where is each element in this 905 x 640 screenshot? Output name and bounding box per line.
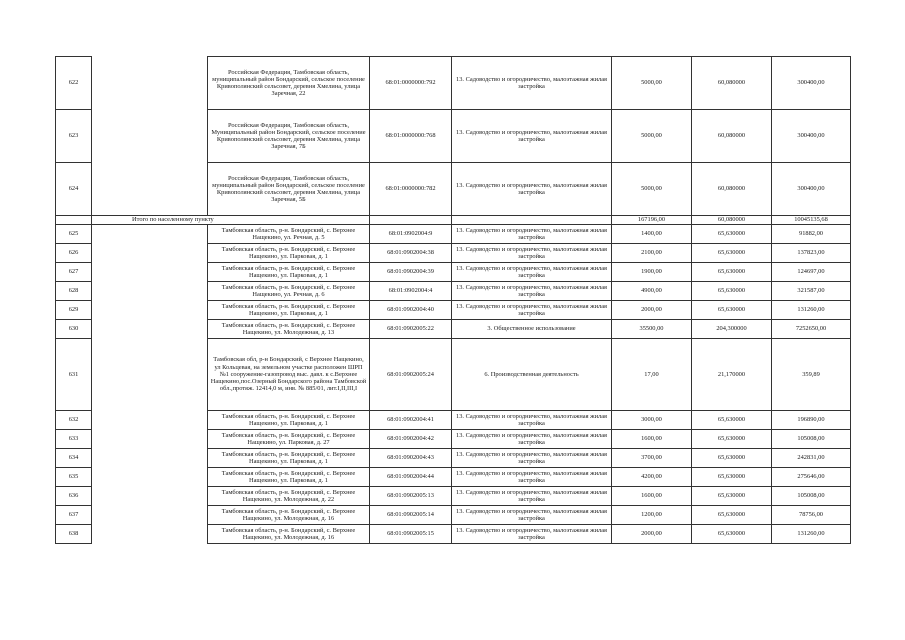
row-blank [92, 57, 208, 110]
row-rate: 65,630000 [692, 506, 772, 525]
row-address: Тамбовская область, р-н. Бондарский, с. Верхнее Нащекино, ул. Парковая, д. 1 [208, 449, 370, 468]
row-blank [92, 244, 208, 263]
row-cost: 137823,00 [772, 244, 851, 263]
row-cost: 124697,00 [772, 263, 851, 282]
row-blank [92, 320, 208, 339]
table-row [56, 449, 851, 468]
row-land-use: 13. Садоводство и огородничество, малоэтажная жилая застройка [452, 57, 612, 110]
row-address: Тамбовская область, р-н. Бондарский, с. Верхнее Нащекино, ул. Речная, д. 6 [208, 282, 370, 301]
row-address: Тамбовская область, р-н. Бондарский, с. Верхнее Нащекино, ул. Парковая, д. 27 [208, 430, 370, 449]
row-address: Тамбовская область, р-н. Бондарский, с. Верхнее Нащекино, ул. Молодежная, д. 16 [208, 525, 370, 544]
row-land-use: 13. Садоводство и огородничество, малоэтажная жилая застройка [452, 487, 612, 506]
row-number: 628 [56, 282, 92, 301]
row-cadastral-number: 68:01:0000000:782 [370, 163, 452, 216]
row-rate: 60,080000 [692, 163, 772, 216]
table-row [56, 320, 851, 339]
table-row [56, 430, 851, 449]
row-land-use: 13. Садоводство и огородничество, малоэтажная жилая застройка [452, 163, 612, 216]
row-area: 5000,00 [612, 110, 692, 163]
table-row [56, 282, 851, 301]
row-cadastral-number: 68:01:0902005:22 [370, 320, 452, 339]
row-rate: 204,300000 [692, 320, 772, 339]
row-area: 3700,00 [612, 449, 692, 468]
row-area: 1400,00 [612, 225, 692, 244]
row-address: Тамбовская область, р-н. Бондарский, с. Верхнее Нащекино, ул. Парковая, д. 1 [208, 411, 370, 430]
row-blank [92, 339, 208, 411]
row-address: Тамбовская область, р-н. Бондарский, с. Верхнее Нащекино, ул. Молодежная, д. 16 [208, 506, 370, 525]
row-area: 2000,00 [612, 525, 692, 544]
row-cost: 78756,00 [772, 506, 851, 525]
total-cad [370, 216, 452, 225]
table-row [56, 487, 851, 506]
row-cadastral-number: 68:01:0902004:44 [370, 468, 452, 487]
row-blank [92, 411, 208, 430]
row-cadastral-number: 68:01:0902005:13 [370, 487, 452, 506]
table-row [56, 110, 851, 163]
row-blank [92, 468, 208, 487]
table-row [56, 57, 851, 110]
row-cost: 359,89 [772, 339, 851, 411]
row-address: Российская Федерация, Тамбовская область, муниципальный район Бондарский, сельское поселение Кривополянский сельсовет, деревня Хмелина, улица Заречная, 22 [208, 57, 370, 110]
total-rate: 60,080000 [692, 216, 772, 225]
table-row [56, 263, 851, 282]
row-cadastral-number: 68:01:0902004:39 [370, 263, 452, 282]
row-rate: 65,630000 [692, 525, 772, 544]
land-registry-table [55, 56, 851, 544]
total-num [56, 216, 92, 225]
row-cadastral-number: 68:01:0000000:792 [370, 57, 452, 110]
row-rate: 65,630000 [692, 225, 772, 244]
row-area: 35500,00 [612, 320, 692, 339]
row-number: 634 [56, 449, 92, 468]
row-area: 4900,00 [612, 282, 692, 301]
row-area: 3000,00 [612, 411, 692, 430]
row-rate: 21,170000 [692, 339, 772, 411]
row-cost: 105008,00 [772, 430, 851, 449]
row-address: Тамбовская область, р-н. Бондарский, с. Верхнее Нащекино, ул. Молодежная, д. 13 [208, 320, 370, 339]
row-address: Тамбовская область, р-н. Бондарский, с. Верхнее Нащекино, ул. Речная, д. 5 [208, 225, 370, 244]
row-address: Тамбовская область, р-н. Бондарский, с. Верхнее Нащекино, ул. Парковая, д. 1 [208, 244, 370, 263]
row-area: 1200,00 [612, 506, 692, 525]
row-cost: 91882,00 [772, 225, 851, 244]
row-number: 622 [56, 57, 92, 110]
row-cadastral-number: 68:01:0902004:38 [370, 244, 452, 263]
row-area: 1900,00 [612, 263, 692, 282]
table-body-lower [56, 225, 851, 544]
row-blank [92, 449, 208, 468]
row-land-use: 13. Садоводство и огородничество, малоэтажная жилая застройка [452, 110, 612, 163]
row-cadastral-number: 68:01:0902004:40 [370, 301, 452, 320]
total-row [56, 216, 851, 225]
table-row [56, 244, 851, 263]
row-cadastral-number: 68:01:0902005:24 [370, 339, 452, 411]
row-cost: 242831,00 [772, 449, 851, 468]
row-land-use: 13. Садоводство и огородничество, малоэтажная жилая застройка [452, 225, 612, 244]
row-rate: 65,630000 [692, 449, 772, 468]
row-blank [92, 263, 208, 282]
row-cost: 196890,00 [772, 411, 851, 430]
row-cadastral-number: 68:01:0902005:15 [370, 525, 452, 544]
row-number: 632 [56, 411, 92, 430]
row-land-use: 13. Садоводство и огородничество, малоэтажная жилая застройка [452, 411, 612, 430]
row-area: 1600,00 [612, 487, 692, 506]
row-address: Российская Федерация, Тамбовская область, Муниципальный район Бондарский, сельское поселение Кривополянский сельсовет, деревня Хмелина, улица Заречная, 7Б [208, 110, 370, 163]
table-row [56, 163, 851, 216]
table-total [56, 216, 851, 225]
row-rate: 60,080000 [692, 57, 772, 110]
total-use [452, 216, 612, 225]
row-address: Тамбовская область, р-н. Бондарский, с. Верхнее Нащекино, ул. Молодежная, д. 22 [208, 487, 370, 506]
row-blank [92, 430, 208, 449]
row-number: 637 [56, 506, 92, 525]
row-cost: 275646,00 [772, 468, 851, 487]
row-land-use: 13. Садоводство и огородничество, малоэтажная жилая застройка [452, 525, 612, 544]
row-blank [92, 110, 208, 163]
total-label: Итого по населенному пункту [92, 216, 370, 225]
row-rate: 65,630000 [692, 411, 772, 430]
row-address: Тамбовская область, р-н. Бондарский, с. Верхнее Нащекино, ул. Парковая, д. 1 [208, 263, 370, 282]
row-number: 631 [56, 339, 92, 411]
row-land-use: 13. Садоводство и огородничество, малоэтажная жилая застройка [452, 263, 612, 282]
row-land-use: 13. Садоводство и огородничество, малоэтажная жилая застройка [452, 282, 612, 301]
row-cost: 300400,00 [772, 163, 851, 216]
row-rate: 65,630000 [692, 301, 772, 320]
row-rate: 65,630000 [692, 244, 772, 263]
row-cadastral-number: 68:01:0902004:42 [370, 430, 452, 449]
row-land-use: 13. Садоводство и огородничество, малоэтажная жилая застройка [452, 244, 612, 263]
row-rate: 65,630000 [692, 487, 772, 506]
row-land-use: 6. Производственная деятельность [452, 339, 612, 411]
row-cost: 300400,00 [772, 57, 851, 110]
row-area: 1600,00 [612, 430, 692, 449]
table-row [56, 339, 851, 411]
row-address: Тамбовская обл, р-н Бондарский, с Верхнее Нащекино, ул Кольцевая, на земельном участке расположен ШРП №1 сооружение-газопровод выс. давл. к с.Верхнее Нащекино,пос.Озерный Бондарского района Тамбовской обл.,протяж. 12414,0 м, инв. № 885/01, лит.I,II,III,I [208, 339, 370, 411]
row-number: 630 [56, 320, 92, 339]
row-cadastral-number: 68:01:0000000:768 [370, 110, 452, 163]
row-number: 627 [56, 263, 92, 282]
table-row [56, 411, 851, 430]
row-number: 626 [56, 244, 92, 263]
total-cost: 10045135,68 [772, 216, 851, 225]
row-address: Тамбовская область, р-н. Бондарский, с. Верхнее Нащекино, ул. Парковая, д. 1 [208, 301, 370, 320]
row-cost: 105008,00 [772, 487, 851, 506]
row-area: 2100,00 [612, 244, 692, 263]
row-number: 638 [56, 525, 92, 544]
row-blank [92, 163, 208, 216]
row-area: 2000,00 [612, 301, 692, 320]
row-rate: 65,630000 [692, 282, 772, 301]
row-blank [92, 225, 208, 244]
row-rate: 65,630000 [692, 263, 772, 282]
row-number: 623 [56, 110, 92, 163]
row-blank [92, 487, 208, 506]
row-cadastral-number: 68:01:0902004:41 [370, 411, 452, 430]
row-blank [92, 506, 208, 525]
row-cadastral-number: 68:01:0902004:43 [370, 449, 452, 468]
table-body-upper [56, 57, 851, 216]
row-land-use: 3. Общественное использование [452, 320, 612, 339]
row-area: 17,00 [612, 339, 692, 411]
row-cost: 321587,00 [772, 282, 851, 301]
table-row [56, 225, 851, 244]
row-number: 633 [56, 430, 92, 449]
row-rate: 65,630000 [692, 430, 772, 449]
table-row [56, 468, 851, 487]
table-row [56, 301, 851, 320]
row-land-use: 13. Садоводство и огородничество, малоэтажная жилая застройка [452, 301, 612, 320]
row-cost: 131260,00 [772, 525, 851, 544]
row-area: 5000,00 [612, 57, 692, 110]
row-address: Российская Федерация, Тамбовская область, муниципальный район Бондарский, сельское поселение Кривополянский сельсовет, деревня Хмелина, улица Заречная, 5Б [208, 163, 370, 216]
row-number: 635 [56, 468, 92, 487]
table-row [56, 525, 851, 544]
row-area: 5000,00 [612, 163, 692, 216]
row-area: 4200,00 [612, 468, 692, 487]
row-blank [92, 301, 208, 320]
row-number: 629 [56, 301, 92, 320]
row-cost: 131260,00 [772, 301, 851, 320]
row-cost: 7252650,00 [772, 320, 851, 339]
row-cost: 300400,00 [772, 110, 851, 163]
row-cadastral-number: 68:01:0902005:14 [370, 506, 452, 525]
row-land-use: 13. Садоводство и огородничество, малоэтажная жилая застройка [452, 449, 612, 468]
row-number: 636 [56, 487, 92, 506]
total-area: 167196,00 [612, 216, 692, 225]
row-number: 625 [56, 225, 92, 244]
table-row [56, 506, 851, 525]
row-rate: 65,630000 [692, 468, 772, 487]
row-land-use: 13. Садоводство и огородничество, малоэтажная жилая застройка [452, 506, 612, 525]
row-cadastral-number: 68:01:0902004:4 [370, 282, 452, 301]
row-land-use: 13. Садоводство и огородничество, малоэтажная жилая застройка [452, 468, 612, 487]
row-number: 624 [56, 163, 92, 216]
row-land-use: 13. Садоводство и огородничество, малоэтажная жилая застройка [452, 430, 612, 449]
row-blank [92, 282, 208, 301]
row-address: Тамбовская область, р-н. Бондарский, с. Верхнее Нащекино, ул. Парковая, д. 1 [208, 468, 370, 487]
row-blank [92, 525, 208, 544]
row-rate: 60,080000 [692, 110, 772, 163]
row-cadastral-number: 68:01:0902004:9 [370, 225, 452, 244]
